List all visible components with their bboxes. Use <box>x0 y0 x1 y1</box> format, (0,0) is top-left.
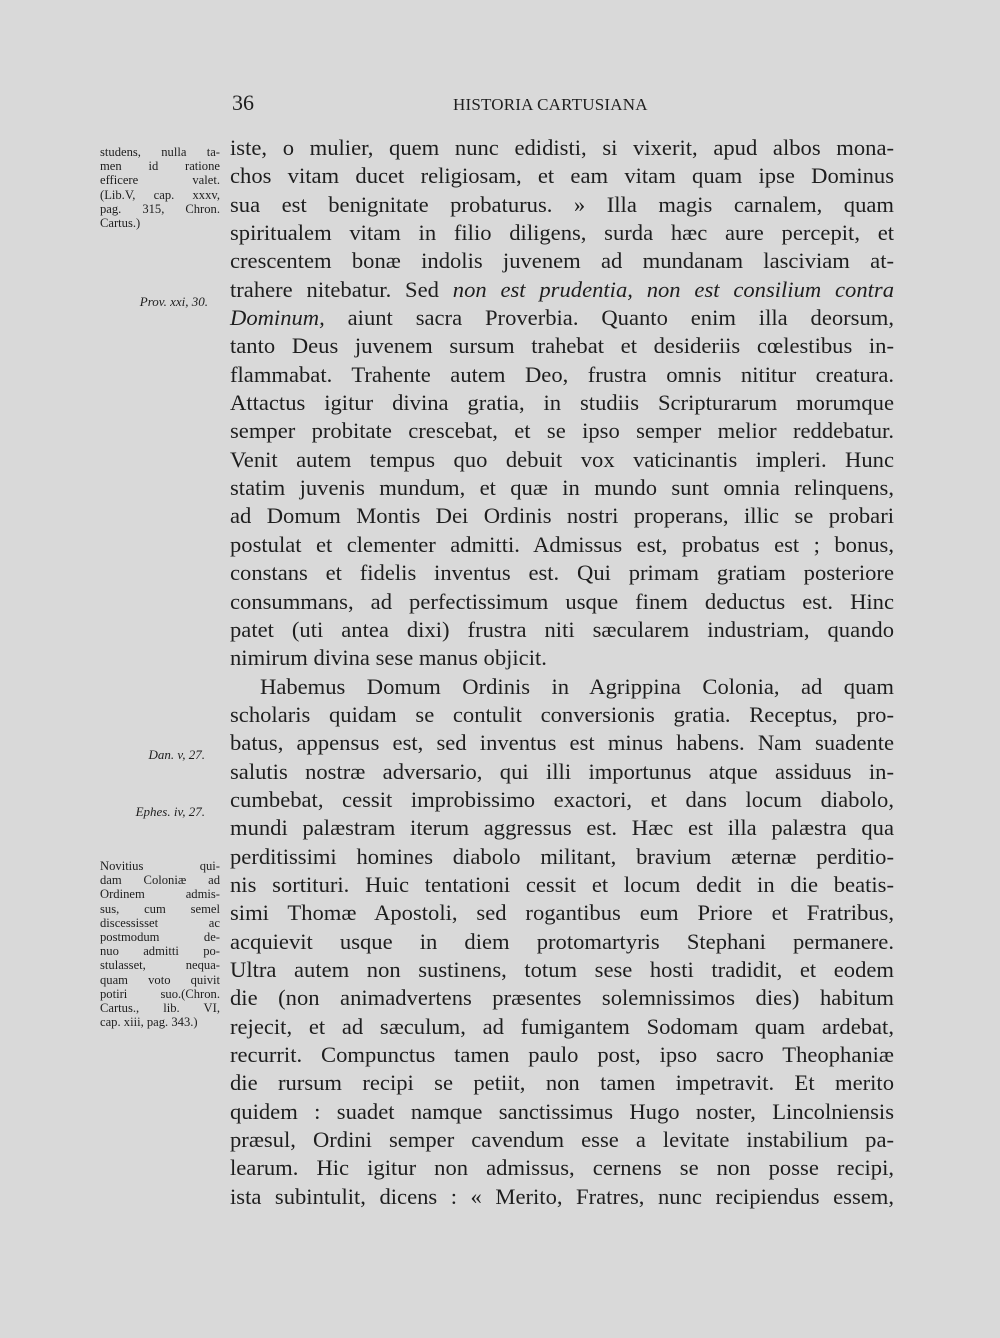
text-line: die (non animadvertens præsentes solemnissimos dies) habitum <box>230 985 894 1011</box>
text-line: tanto Deus juvenem sursum trahebat et desideriis cœlestibus in- <box>230 333 894 359</box>
margin-note-line: sus, cum semel <box>100 901 220 916</box>
margin-note-line: dam Coloniæ ad <box>100 873 220 888</box>
text-line: Ultra autem non sustinens, totum sese hosti tradidit, et eodem <box>230 956 894 982</box>
text-line: præsul, Ordini semper cavendum esse a levitate instabilium pa- <box>230 1127 894 1153</box>
text-line: patet (uti antea dixi) frustra niti sæcularem industriam, quando <box>230 616 894 642</box>
text-line: semper probitate crescebat, et se ipso semper melior reddebatur. <box>230 418 894 444</box>
text-line-with-italic <box>230 276 894 304</box>
text-line: scholaris quidam se contulit conversionis gratia. Receptus, pro- <box>230 701 894 727</box>
margin-ref-text: Dan. v, 27. <box>148 747 205 762</box>
margin-note-line: studens, nulla ta- <box>100 145 220 159</box>
text-line: nimirum divina sese manus objicit. <box>230 645 547 671</box>
text-line: simi Thomæ Apostoli, sed rogantibus eum Priore et Fratribus, <box>230 900 894 926</box>
margin-note-line: Novitius qui- <box>100 859 220 873</box>
margin-ref-text: Ephes. iv, 27. <box>135 804 205 819</box>
text-line: Venit autem tempus quo debuit vox vaticinantis impleri. Hunc <box>230 446 894 472</box>
italic-quote: non est prudentia, non est consilium contra <box>452 276 895 302</box>
margin-note-line: stulasset, nequa- <box>100 958 220 973</box>
margin-note-line: nuo admitti po- <box>100 944 220 959</box>
text-line-with-italic <box>230 304 894 332</box>
text-line: nis sortituri. Huic tentationi cessit et locum dedit in die beatis- <box>230 871 894 897</box>
margin-note-line: cap. xiii, pag. 343.) <box>100 1015 198 1030</box>
text-line: salutis nostræ adversario, qui illi importunus atque assiduus in- <box>230 758 894 784</box>
margin-note-lineage <box>100 145 220 230</box>
margin-note-line: quam voto quivit <box>100 972 220 987</box>
margin-note-line: Cartus.) <box>100 215 141 230</box>
margin-ref-ephesians <box>95 804 205 820</box>
text-run: trahere nitebatur. Sed <box>230 276 453 302</box>
text-line: learum. Hic igitur non admissus, cernens se non posse recipi, <box>230 1155 894 1181</box>
text-line: sua est benignitate probaturus. » Illa magis carnalem, quam <box>230 191 894 217</box>
text-line: ad Domum Montis Dei Ordinis nostri properans, illic se probari <box>230 503 894 529</box>
text-line: constans et fidelis inventus est. Qui primam gratiam posteriore <box>230 560 894 586</box>
text-line: iste, o mulier, quem nunc edidisti, si vixerit, apud albos mona- <box>230 135 894 160</box>
text-line: flammabat. Trahente autem Deo, frustra omnis nititur creatura. <box>230 361 894 387</box>
italic-quote: Dominum, <box>230 305 325 331</box>
text-line-paragraph-start: Habemus Domum Ordinis in Agrippina Colonia, ad quam <box>260 673 894 699</box>
text-line: quidem : suadet namque sanctissimus Hugo noster, Lincolniensis <box>230 1098 894 1124</box>
margin-note-line: pag. 315, Chron. <box>100 201 220 216</box>
text-line: consummans, ad perfectissimum usque finem deductus est. Hinc <box>230 588 894 614</box>
margin-note-line: Ordinem admis- <box>100 887 220 902</box>
text-line: batus, appensus est, sed inventus est minus habens. Nam suadente <box>230 730 894 756</box>
text-line: recurrit. Compunctus tamen paulo post, ipso sacro Theophaniæ <box>230 1042 894 1067</box>
margin-note-line: Cartus., lib. VI, <box>100 1000 220 1015</box>
text-line: Attactus igitur divina gratia, in studiis Scripturarum morumque <box>230 390 894 416</box>
text-line: mundi palæstram iterum aggressus est. Hæc est illa palæstra qua <box>230 815 894 841</box>
margin-note-line: discessisset ac <box>100 915 220 930</box>
margin-note-line: potiri suo.(Chron. <box>100 986 220 1001</box>
text-line: perditissimi homines diabolo militant, bravium æternæ perditio- <box>230 843 894 869</box>
margin-note-novice <box>100 859 220 1029</box>
text-line: cumbebat, cessit improbissimo exactori, et dans locum diabolo, <box>230 786 894 812</box>
text-line: crescentem bonæ indolis juvenem ad mundanam lasciviam at- <box>230 248 894 274</box>
margin-ref-proverbs <box>98 294 208 310</box>
margin-ref-text: Prov. xxi, 30. <box>139 294 208 309</box>
text-line: die rursum recipi se petiit, non tamen impetravit. Et merito <box>230 1070 894 1096</box>
margin-note-line: postmodum de- <box>100 929 220 944</box>
margin-ref-daniel <box>95 747 205 763</box>
text-line: chos vitam ducet religiosam, et eam vitam quam ipse Dominus <box>230 163 894 189</box>
text-line: rejecit, et ad sæculum, ad fumigantem Sodomam quam ardebat, <box>230 1013 894 1039</box>
text-line: spiritualem vitam in filio diligens, surda hæc aure percepit, et <box>230 220 894 246</box>
page-number: 36 <box>232 90 254 115</box>
margin-note-line: men id ratione <box>100 159 220 174</box>
body-text <box>230 134 894 1211</box>
text-line: statim juvenis mundum, et quæ in mundo sunt omnia relinquens, <box>230 475 894 501</box>
margin-note-line: (Lib.V, cap. xxxv, <box>100 187 220 202</box>
text-run: aiunt sacra Proverbia. Quanto enim illa deorsum, <box>324 305 894 331</box>
text-line: ista subintulit, dicens : « Merito, Fratres, nunc recipiendus essem, <box>230 1183 894 1209</box>
text-line: acquievit usque in diem protomartyris Stephani permanere. <box>230 928 894 954</box>
margin-note-line: efficere valet. <box>100 173 220 188</box>
running-title: HISTORIA CARTUSIANA <box>453 95 648 114</box>
text-line: postulat et clementer admitti. Admissus est, probatus est ; bonus, <box>230 531 894 557</box>
